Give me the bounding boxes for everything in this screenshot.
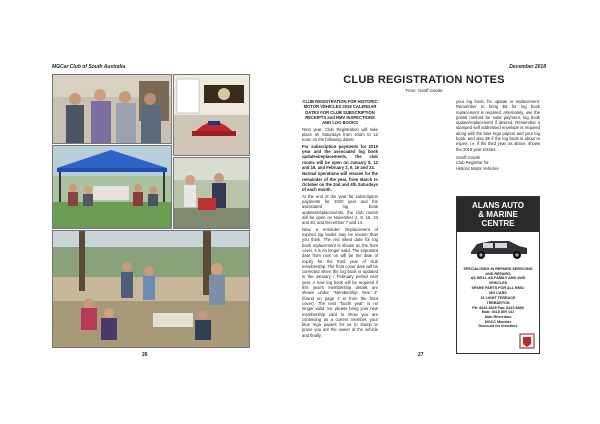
page-title: CLUB REGISTRATION NOTES [343,74,505,86]
photo-cap-and-sign-image [174,75,249,155]
ad-heading-line: ALANS AUTO [472,201,524,210]
ad-line: Mob: 0418 809 141 [481,310,515,315]
article-paragraph: For subscription payments for 2019 year and the associated log book updates/replacements, the club rooms will be open on January 5, 12 and 19, and February 2, 9, 16 and 23. [302,143,378,170]
ad-line: Ph: 8443 8345 Fax: 8443 5898 [472,305,524,310]
byline: From: Geoff Goode [405,88,443,93]
right-page-number: 27 [418,352,424,358]
photo-outdoor-gathering-image [53,231,249,347]
mg-badge-icon [519,333,535,349]
ad-line: Alan Reverdino [484,315,512,320]
ad-heading [457,197,539,232]
photo-gazebo [52,145,172,229]
article-column-1 [302,99,378,339]
left-page [52,64,248,364]
photo-seated-members-image [174,158,249,228]
article-paragraph: Now, a reminder: Replacement of expired log books may be sooner than you think. The red inked date for log book replacement is shown on the front cover, it is no longer valid. The important date from now on will be the date of expiry for the third year of club membership. The front cover date will be corrected when the log book is updated in the January / February period next year. A new log book will be required if this year's membership details are shown under "Membership Year 3" (found on page 4 in from the front cover). The next "fourth year" is no longer valid. So, please bring your new membership card to show you are continuing as a current member, your blue rego papers for us to stamp to prove you are the owner of the vehicle and finally, [302,226,378,338]
article-paragraph: Next year, Club Registration will take place on Saturdays from 10am to 12 noon on the following dates:- [302,126,378,143]
ad-line: VEHICLES [488,281,508,286]
ad-heading-line: CENTRE [481,219,515,228]
photo-outdoor-gathering [52,230,250,348]
article-paragraph: Normal operations will resume for the remainder of the year, from March to October on the 2nd and 4th Saturdays of each month. [302,171,378,193]
left-page-number: 26 [142,352,148,358]
ad-details [457,267,539,329]
left-page-header: MGCar Club of South Australia [52,64,126,70]
ad-line: Discount for members [478,324,518,329]
ad-line: MGCC Member [484,319,512,324]
advertisement-alans-auto [456,196,540,354]
ad-line: MG CARS [489,290,507,295]
photo-gazebo-image [53,146,171,228]
right-page [300,64,548,364]
signature-role: Historic Motor Vehicles [456,165,499,171]
article-column-2 [456,99,540,171]
ad-heading-line: & MARINE [478,210,518,219]
photo-cap-and-sign [173,74,250,156]
photo-seated-members [173,157,250,229]
photo-members-clubroom [52,74,172,144]
ad-line: SPARE PARTS FOR ALL BMC/ [471,285,525,290]
ad-line: AS WELL AS FAMILY AND 4WD [470,276,526,281]
ad-line: THEBARTON [486,300,510,305]
signature-role: Club Registrar for [456,160,489,166]
ad-line: AND REPAIRS [485,271,511,276]
ad-line: 31 LIGHT TERRACE [480,296,516,301]
article-paragraph: your log book, for update or replacement. Remember to bring $5 for log book replacement is required. Alternately, use the postal method for subs payment, log book update/replacement if desired. Remember a stamped self addressed envelope is required along with the blue rego papers and your log book, and also $5 if the log book is about to expire, i.e. if the third year, as above, shows the 2019 year entries. [456,99,540,152]
ad-car-illustration [457,232,539,262]
right-page-header: December 2018 [509,64,546,70]
photo-members-clubroom-image [53,75,171,143]
signature-name: Geoff Goode [456,154,480,160]
ad-line: SPECIALISING IN REPAIRS SERVICING [463,267,533,271]
article-paragraph: At the end of the year for subscription payments for 2020 year and the associated log book updates/replacements, the club rooms will be open on November 2, 9, 16, 23 and 30, and December 7 and 14. [302,193,378,226]
article-heading: CLUB REGISTRATION FOR HISTORIC MOTOR VEHICLES 2019 CALENDAR DATES FOR CLUB SUBSCRIPTION RECEIPTS and HMV INSPECTIONS AND LOG BOOKS [302,99,378,126]
